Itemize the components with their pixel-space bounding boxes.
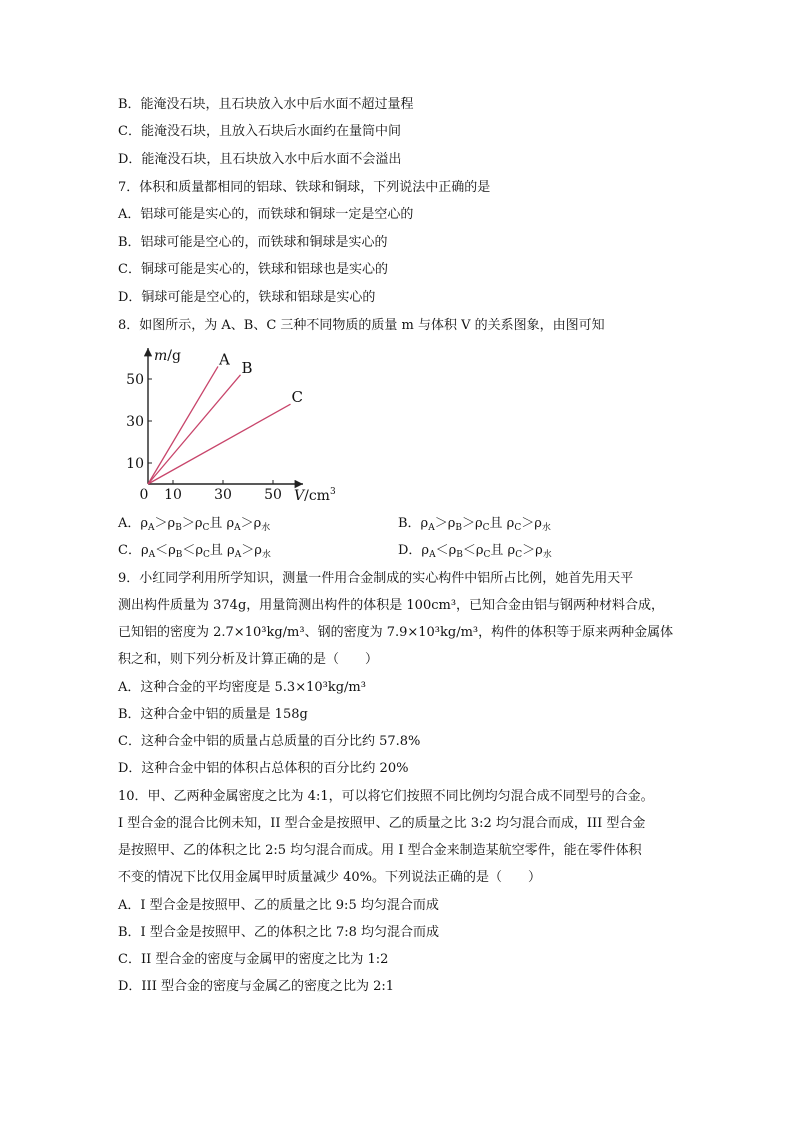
series-label-c: C xyxy=(291,388,303,407)
q10-option-c: C．II 型合金的密度与金属甲的密度之比为 1:2 xyxy=(118,952,389,967)
q7-stem: 7．体积和质量都相同的铝球、铁球和铜球，下列说法中正确的是 xyxy=(118,180,491,195)
y-tick-label: 50 xyxy=(126,372,144,388)
q9-stem-line-1: 9．小红同学利用所学知识，测量一件用合金制成的实心构件中铝所占比例，她首先用天平 xyxy=(118,571,634,586)
q9-option-d: D．这种合金中铝的体积占总体积的百分比约 20% xyxy=(118,761,409,776)
q9-stem-line-4: 积之和，则下列分析及计算正确的是（ ） xyxy=(118,652,379,667)
x-tick-label: 50 xyxy=(264,487,282,503)
y-tick-label: 10 xyxy=(126,456,144,472)
series-label-a: A xyxy=(219,350,230,369)
q6-option-c: C．能淹没石块，且放入石块后水面约在量筒中间 xyxy=(118,124,401,139)
q9-stem-line-2: 测出构件质量为 374g，用量筒测出构件的体积是 100cm³，已知合金由铝与钢两种材料合成， xyxy=(118,598,665,613)
q9-option-c: C．这种合金中铝的质量占总质量的百分比约 57.8% xyxy=(118,734,421,749)
q7-option-c: C．铜球可能是实心的，铁球和铝球也是实心的 xyxy=(118,262,388,277)
q8-option-a: A．$\rho_A>\rho_B>\rho_C$且 $\rho_A>\rho_水$ xyxy=(118,516,271,533)
x-axis-label: $V/cm^3$ xyxy=(294,487,336,504)
q6-option-d: D．能淹没石块，且石块放入水中后水面不会溢出 xyxy=(118,152,402,167)
q10-stem-line-2: I 型合金的混合比例未知，II 型合金是按照甲、乙的质量之比 3:2 均匀混合而成，III 型合金 xyxy=(118,816,646,831)
q9-stem-line-3: 已知铝的密度为 2.7×10³kg/m³、钢的密度为 7.9×10³kg/m³，构件的体积等于原来两种金属体 xyxy=(118,625,674,640)
q10-option-b: B．I 型合金是按照甲、乙的体积之比 7:8 均匀混合而成 xyxy=(118,925,440,940)
series-line-c xyxy=(148,404,291,484)
q10-stem-line-4: 不变的情况下比仅用金属甲时质量减少 40%。下列说法正确的是（ ） xyxy=(118,870,542,885)
y-axis-label: m/g xyxy=(154,348,181,364)
q10-stem-line-3: 是按照甲、乙的体积之比 2:5 均匀混合而成。用 I 型合金来制造某航空零件，能在零件体积 xyxy=(118,843,642,858)
y-tick-label: 30 xyxy=(126,414,144,430)
q8-option-c: C．$\rho_A<\rho_B<\rho_C$且 $\rho_A>\rho_水$ xyxy=(118,543,271,560)
q7-option-d: D．铜球可能是空心的，铁球和铝球是实心的 xyxy=(118,290,376,305)
q7-option-b: B．铝球可能是空心的，而铁球和铜球是实心的 xyxy=(118,235,388,250)
q10-option-a: A．I 型合金是按照甲、乙的质量之比 9:5 均匀混合而成 xyxy=(118,898,439,913)
x-tick-label: 10 xyxy=(164,487,182,503)
series-line-a xyxy=(148,366,218,484)
q9-option-b: B．这种合金中铝的质量是 158g xyxy=(118,707,308,722)
q7-option-a: A．铝球可能是实心的，而铁球和铜球一定是空心的 xyxy=(118,207,414,222)
q10-stem-line-1: 10．甲、乙两种金属密度之比为 4:1，可以将它们按照不同比例均匀混合成不同型号的合金。 xyxy=(118,789,654,804)
q6-option-b: B．能淹没石块，且石块放入水中后水面不超过量程 xyxy=(118,97,414,112)
q8-stem: 8．如图所示，为 A、B、C 三种不同物质的质量 m 与体积 V 的关系图象，由图可知 xyxy=(118,318,605,333)
x-tick-label: 0 xyxy=(139,487,149,503)
q10-option-d: D．III 型合金的密度与金属乙的密度之比为 2:1 xyxy=(118,979,395,994)
series-line-b xyxy=(148,375,241,484)
q9-option-a: A．这种合金的平均密度是 5.3×10³kg/m³ xyxy=(118,680,366,695)
x-tick-label: 30 xyxy=(214,487,232,503)
series-label-b: B xyxy=(241,358,253,377)
q8-option-d: D．$\rho_A<\rho_B<\rho_C$且 $\rho_C>\rho_水$ xyxy=(398,543,552,560)
q8-mass-volume-graph xyxy=(118,338,358,508)
q8-option-b: B．$\rho_A>\rho_B>\rho_C$且 $\rho_C>\rho_水$ xyxy=(398,516,551,533)
